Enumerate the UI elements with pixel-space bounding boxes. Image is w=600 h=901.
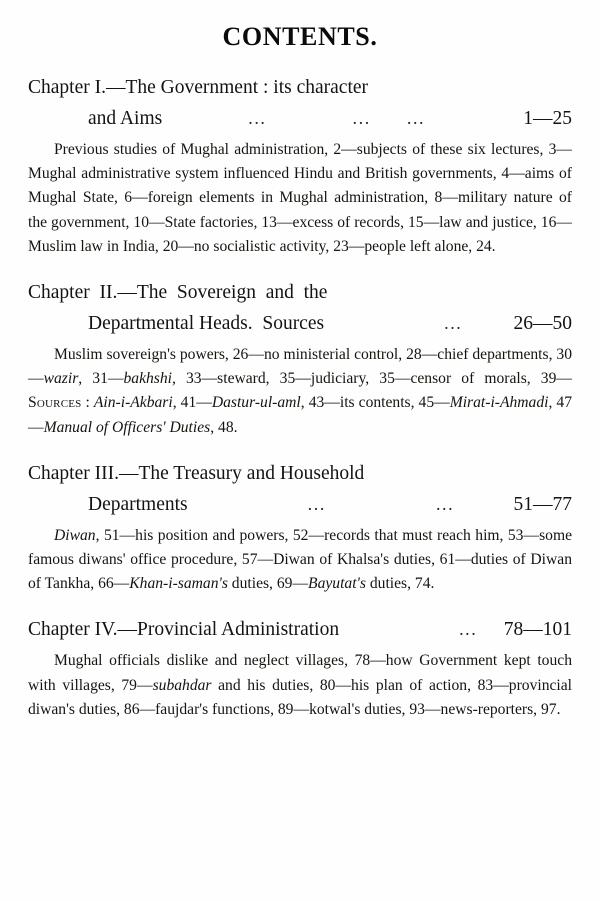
leader-dots: ... <box>307 493 326 514</box>
toc-heading-line <box>28 614 572 645</box>
toc-page-range: 1—25 <box>523 108 572 129</box>
toc-heading-line <box>28 458 572 489</box>
toc-entry-summary: Diwan, 51—his position and powers, 52—records that must reach him, 53—some famous diwans' office procedure, 57—Diwan of Khalsa's duties, 61—duties of Diwan of Tankha, 66—Khan-i-saman's duties, 69—Bayutat's duties, 74. <box>28 526 572 593</box>
leader-dots: ... <box>459 619 478 640</box>
toc-heading-line <box>28 489 572 520</box>
toc-entry-chapter-2[interactable] <box>0 277 600 440</box>
toc-page-range: 26—50 <box>513 313 572 335</box>
toc-heading-text: Chapter IV.—Provincial Administration <box>28 619 340 641</box>
leader-dots: ... <box>444 313 463 334</box>
page-title: CONTENTS. <box>222 22 378 51</box>
toc-heading-text: Departments <box>88 493 188 515</box>
toc-entry-chapter-1[interactable] <box>0 72 600 259</box>
leader-dots: ... <box>435 493 455 514</box>
toc-heading-text: Departmental Heads. Sources <box>88 313 325 335</box>
leader-dots: ... <box>352 108 371 128</box>
toc-heading-line <box>28 277 572 308</box>
leader-dots: ... <box>248 108 267 128</box>
toc-entry-summary: Muslim sovereign's powers, 26—no ministerial control, 28—chief departments, 30—wazir, 31—bakhshi, 33—steward, 35—judiciary, 35—censor of morals, 39—Sources : Ain-i-Akbari, 41—Dastur-ul-aml, 43—its contents, 45—Mirat-i-Ahmadi, 47—Manual of Officers' Duties, 48. <box>28 346 573 436</box>
toc-heading-text: Chapter I.—The Government : its character <box>28 77 369 98</box>
toc-entry-heading <box>0 277 600 339</box>
toc-page-range: 78—101 <box>503 619 572 641</box>
toc-page-range: 51—77 <box>513 493 572 515</box>
toc-entry-heading <box>0 614 600 645</box>
toc-heading-text: and Aims <box>88 108 163 129</box>
toc-heading-line <box>28 103 572 134</box>
toc-entry-heading <box>0 458 600 520</box>
toc-heading-text: Chapter II.—The Sovereign and the <box>28 282 328 304</box>
toc-entry-summary: Mughal officials dislike and neglect villages, 78—how Government kept touch with villages, 79—subahdar and his duties, 80—his plan of action, 83—provincial diwan's duties, 86—faujdar's functions, 89—kotwal's duties, 93—news-reporters, 97. <box>28 652 573 718</box>
toc-heading-line <box>28 308 572 339</box>
toc-entry-heading <box>0 72 600 134</box>
toc-heading-line <box>28 72 572 103</box>
toc-entry-summary: Previous studies of Mughal administration, 2—subjects of these six lectures, 3—Mughal administrative system influenced Hindu and British governments, 4—aims of Mughal State, 6—foreign elements in Mughal administration, 8—military nature of the government, 10—State factories, 13—excess of records, 15—law and justice, 16—Muslim law in India, 20—no socialistic activity, 23—people left alone, 24. <box>28 141 572 255</box>
toc-heading-text: Chapter III.—The Treasury and Household <box>28 462 365 484</box>
toc-entry-chapter-3[interactable] <box>0 458 600 597</box>
table-of-contents-list <box>0 72 600 722</box>
leader-dots: ... <box>406 108 426 128</box>
toc-entry-chapter-4[interactable] <box>0 614 600 722</box>
